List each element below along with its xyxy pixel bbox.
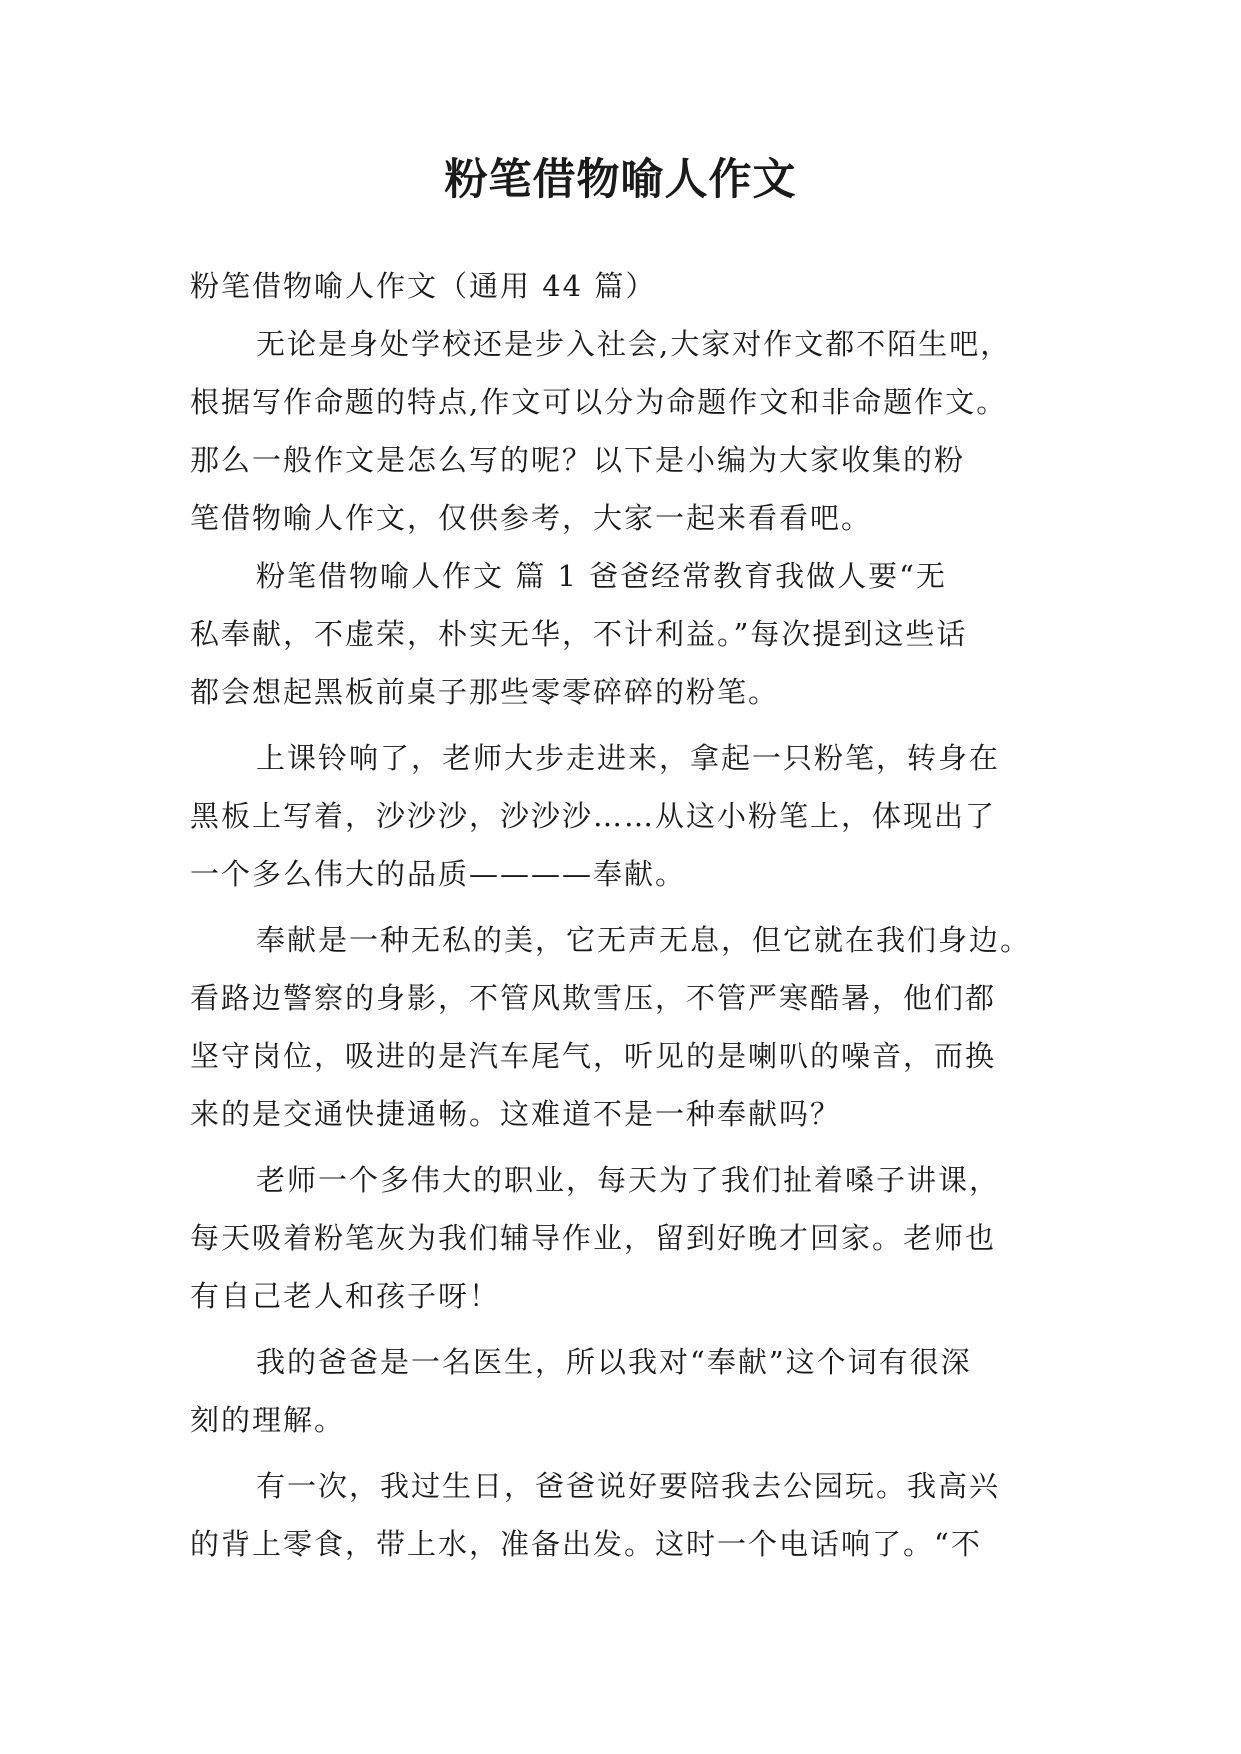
text-line: 都会想起黑板前桌子那些零零碎碎的粉笔。 xyxy=(190,675,780,709)
paragraph-gap xyxy=(190,1325,1050,1333)
paragraph-gap xyxy=(190,721,1050,729)
text-line: 根据写作命题的特点,作文可以分为命题作文和非命题作文。 xyxy=(190,385,1008,419)
text-line: 笔借物喻人作文，仅供参考，大家一起来看看吧。 xyxy=(190,501,873,535)
text-line: 私奉献，不虚荣，朴实无华，不计利益。”每次提到这些话 xyxy=(190,617,968,651)
text-line: 上课铃响了，老师大步走进来，拿起一只粉笔，转身在 xyxy=(256,741,1001,775)
text-line: 看路边警察的身影，不管风欺雪压，不管严寒酷暑，他们都 xyxy=(190,981,997,1015)
text-line: 我的爸爸是一名医生，所以我对“奉献”这个词有很深 xyxy=(256,1345,972,1379)
text-line: 粉笔借物喻人作文 篇 1 爸爸经常教育我做人要“无 xyxy=(256,559,947,593)
text-line: 有自己老人和孩子呀！ xyxy=(190,1279,501,1313)
paragraph-gap xyxy=(190,1449,1050,1457)
text-line: 一个多么伟大的品质————奉献。 xyxy=(190,857,687,891)
text-line: 的背上零食，带上水，准备出发。这时一个电话响了。“不 xyxy=(190,1527,982,1561)
text-line: 刻的理解。 xyxy=(190,1403,346,1437)
paragraph-gap xyxy=(190,1143,1050,1151)
text-line: 有一次，我过生日，爸爸说好要陪我去公园玩。我高兴 xyxy=(256,1469,1001,1503)
text-line: 老师一个多伟大的职业，每天为了我们扯着嗓子讲课， xyxy=(256,1163,1001,1197)
text-line: 来的是交通快捷通畅。这难道不是一种奉献吗？ xyxy=(190,1097,842,1131)
text-line: 粉笔借物喻人作文（通用 44 篇） xyxy=(190,269,657,303)
paragraph-gap xyxy=(190,903,1050,911)
text-line: 每天吸着粉笔灰为我们辅导作业，留到好晚才回家。老师也 xyxy=(190,1221,997,1255)
document-body xyxy=(190,257,1050,1573)
document-title: 粉笔借物喻人作文 xyxy=(444,155,797,205)
text-line: 坚守岗位，吸进的是汽车尾气，听见的是喇叭的噪音，而换 xyxy=(190,1039,997,1073)
text-line: 奉献是一种无私的美，它无声无息，但它就在我们身边。 xyxy=(256,923,1032,957)
text-line: 无论是身处学校还是步入社会,大家对作文都不陌生吧， xyxy=(256,327,1012,361)
text-line: 那么一般作文是怎么写的呢？以下是小编为大家收集的粉 xyxy=(190,443,966,477)
text-line: 黑板上写着，沙沙沙，沙沙沙……从这小粉笔上，体现出了 xyxy=(190,799,997,833)
